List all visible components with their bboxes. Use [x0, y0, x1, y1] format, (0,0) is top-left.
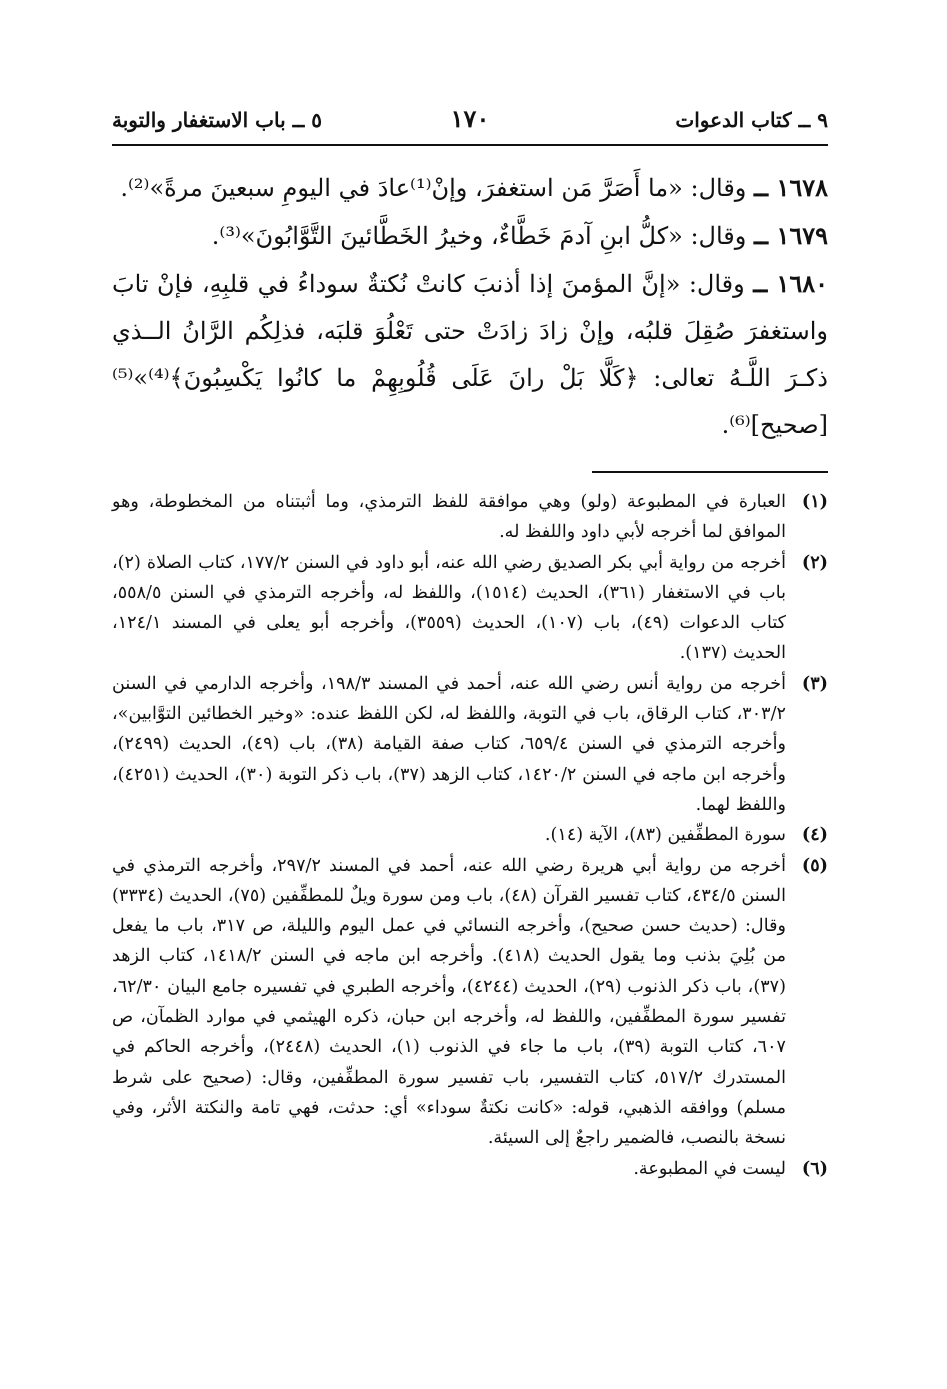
hadith-number: ١٦٧٩ ــ	[754, 221, 828, 250]
hadith-list	[112, 164, 828, 449]
chapter-title: ٩ ــ كتاب الدعوات	[675, 108, 828, 132]
hadith-text: وقال: «كلُّ ابنِ آدمَ خَطَّاءٌ، وخيرُ الخَطَّائينَ التَّوَّابُونَ»⁽³⁾.	[211, 222, 747, 250]
footnote-separator	[592, 471, 828, 473]
footnote-5	[112, 851, 828, 1154]
footnote-label: (٦)	[801, 1157, 828, 1179]
footnote-text: أخرجه من رواية أبي هريرة رضي الله عنه، أحمد في المسند ٢٩٧/٢، وأخرجه الترمذي في السنن ٤٣٤/٥، كتاب تفسير القرآن (٤٨)، باب ومن سورة ويلٌ للمطفِّفين (٧٥)، الحديث (٣٣٣٤) وقال: (حديث حسن صحيح)، وأخرجه النسائي في عمل اليوم والليلة، ص ٣١٧، باب ما يفعل من بُلِيَ بذنب وما يقول الحديث (٤١٨). وأخرجه ابن ماجه في السنن ١٤١٨/٢، كتاب الزهد (٣٧)، باب ذكر الذنوب (٢٩)، الحديث (٤٢٤٤)، وأخرجه الطبري في تفسيره جامع البيان ٦٢/٣٠، تفسير سورة المطفِّفين، واللفظ له، وأخرجه ابن حبان، ذكره الهيثمي في موارد الظمآن، ص ٦٠٧، كتاب التوبة (٣٩)، باب ما جاء في الذنوب (١)، الحديث (٢٤٤٨)، وأخرجه الحاكم في المستدرك ٥١٧/٢، كتاب التفسير، باب تفسير سورة المطفِّفين، وقال: (صحيح على شرط مسلم) ووافقه الذهبي، قوله: «كانت نكتةٌ سوداء» أي: حدثت، فهي تامة والنكتة الأثر، وفي نسخة بالنصب، فالضمير راجعٌ إلى السيئة.	[112, 855, 787, 1149]
footnote-label: (٥)	[801, 854, 828, 876]
footnote-4	[112, 820, 828, 850]
footnote-3	[112, 669, 828, 820]
footnote-2	[112, 548, 828, 669]
hadith-text: وقال: «ما أَصَرَّ مَن استغفرَ، وإنْ⁽¹⁾عادَ في اليومِ سبعينَ مرةً»⁽²⁾.	[120, 174, 747, 202]
page-header	[112, 100, 828, 146]
hadith-1680	[112, 260, 828, 449]
footnote-text: ليست في المطبوعة.	[633, 1158, 786, 1179]
section-title: ٥ ــ باب الاستغفار والتوبة	[112, 108, 323, 132]
footnote-label: (٢)	[801, 551, 828, 573]
hadith-text: وقال: «إنَّ المؤمنَ إذا أذنبَ كانتْ نُكتةٌ سوداءُ في قلبِهِ، فإنْ تابَ واستغفرَ صُقِلَ قلبُه، وإنْ زادَ زادَتْ حتى تَعْلُوَ قلبَه، فذلِكُم الرَّانُ الــذي ذكـرَ اللَّـهُ تعالى: ﴿كَلَّا بَلْ رانَ عَلَى قُلُوبِهِمْ ما كانُوا يَكْسِبُونَ﴾⁽⁴⁾»⁽⁵⁾ [صحيح]⁽⁶⁾.	[112, 270, 828, 439]
footnote-text: أخرجه من رواية أنس رضي الله عنه، أحمد في المسند ١٩٨/٣، وأخرجه الدارمي في السنن ٣٠٣/٢، كتاب الرقاق، باب في التوبة، واللفظ له، لكن اللفظ عنده: «وخير الخطائين التوَّابين»، وأخرجه الترمذي في السنن ٦٥٩/٤، كتاب صفة القيامة (٣٨)، باب (٤٩)، الحديث (٢٤٩٩)، وأخرجه ابن ماجه في السنن ١٤٢٠/٢، كتاب الزهد (٣٧)، باب ذكر التوبة (٣٠)، الحديث (٤٢٥١)، واللفظ لهما.	[112, 673, 787, 815]
footnote-label: (٣)	[801, 672, 828, 694]
hadith-1678	[112, 164, 828, 212]
footnotes	[112, 487, 828, 1184]
footnote-6	[112, 1154, 828, 1184]
book-page	[112, 100, 828, 1184]
hadith-1679	[112, 212, 828, 260]
footnote-text: العبارة في المطبوعة (ولو) وهي موافقة للفظ الترمذي، وما أثبتناه من المخطوطة، وهو الموافق لما أخرجه لأبي داود واللفظ له.	[112, 492, 786, 543]
footnote-label: (١)	[801, 491, 828, 512]
page-number: ١٧٠	[450, 104, 490, 133]
footnote-text: سورة المطفِّفين (٨٣)، الآية (١٤).	[544, 825, 786, 846]
hadith-number: ١٦٨٠ ــ	[753, 269, 829, 298]
hadith-number: ١٦٧٨ ــ	[754, 173, 828, 202]
footnote-label: (٤)	[801, 824, 828, 846]
footnote-1	[112, 487, 828, 548]
footnote-text: أخرجه من رواية أبي بكر الصديق رضي الله عنه، أبو داود في السنن ١٧٧/٢، كتاب الصلاة (٢)، باب في الاستغفار (٣٦١)، الحديث (١٥١٤)، واللفظ له، وأخرجه الترمذي في السنن ٥٥٨/٥، كتاب الدعوات (٤٩)، باب (١٠٧)، الحديث (٣٥٥٩)، وأخرجه أبو يعلى في المسند ١٢٤/١، الحديث (١٣٧).	[112, 552, 786, 664]
